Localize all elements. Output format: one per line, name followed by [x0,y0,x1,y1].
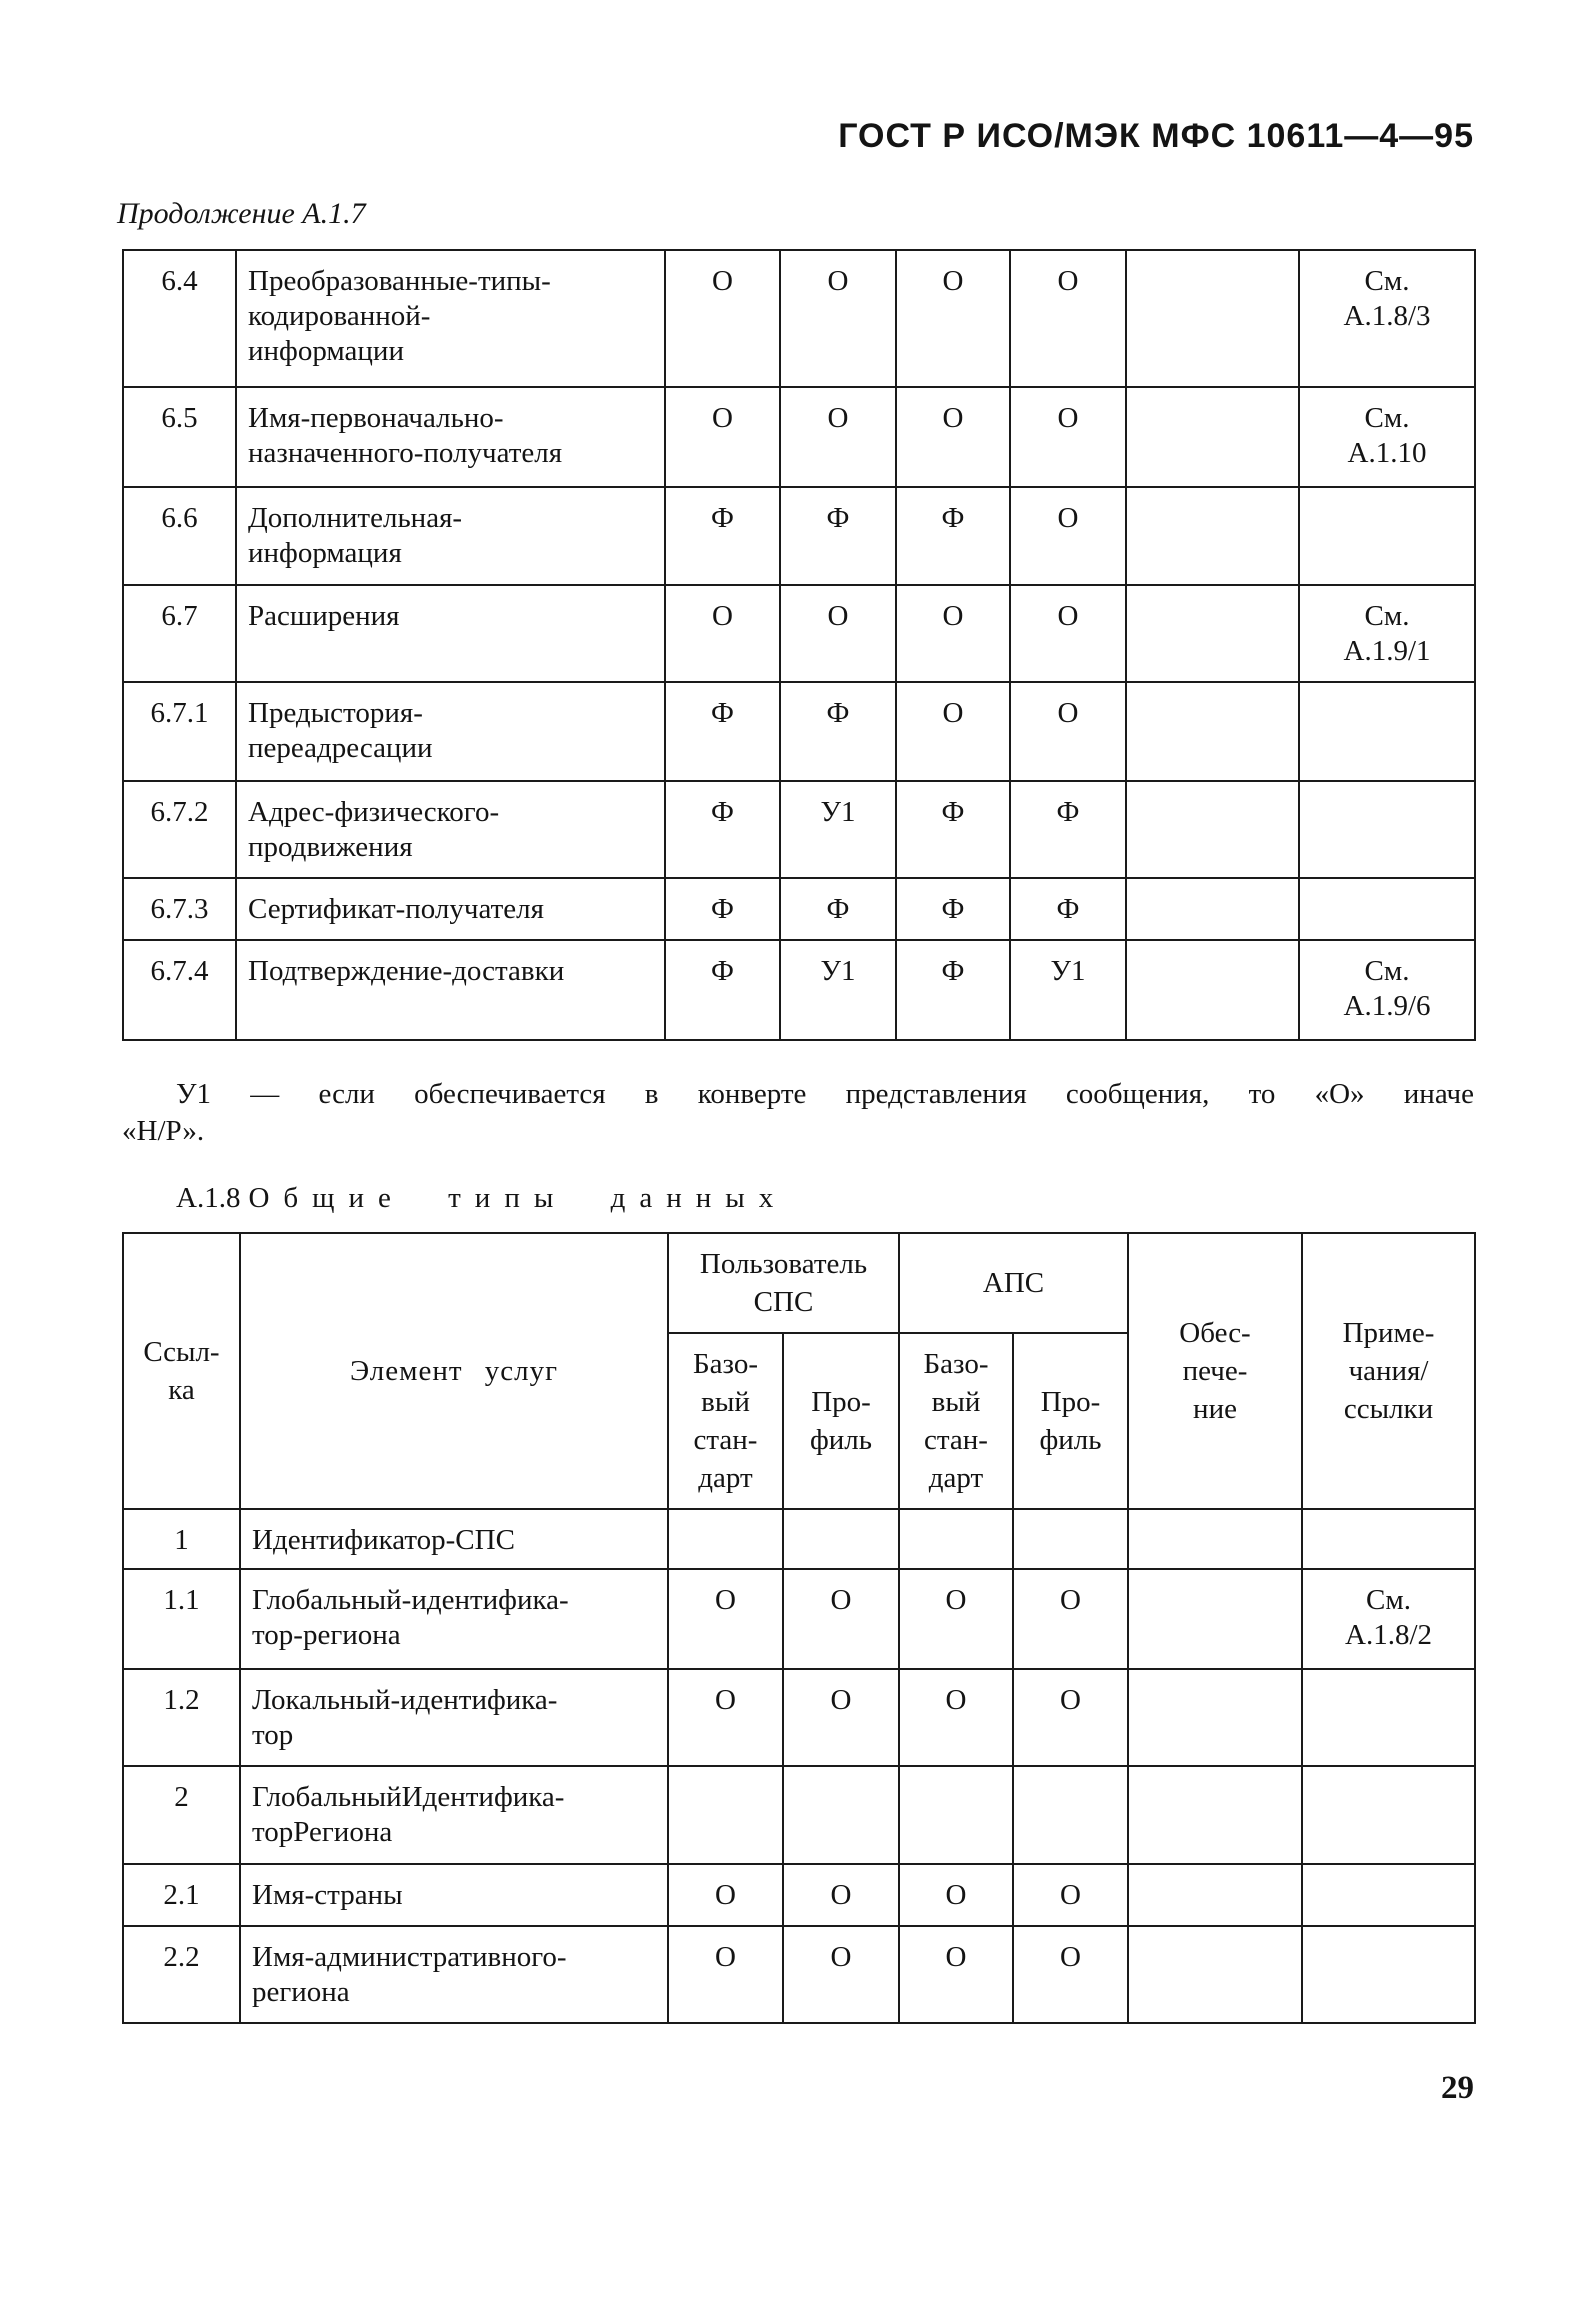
footnote-line: У1 — если обеспечивается в конверте представления сообщения, то «О» иначе [176,1078,1474,1110]
user-basic-cell [668,1509,783,1569]
element-cell: Сертификат-получателя [236,878,665,940]
element-cell: Преобразованные-типы- кодированной- информации [236,250,665,387]
ref-cell: 6.5 [123,387,236,487]
user-basic-cell [668,1766,783,1864]
notes-cell: См. А.1.9/1 [1299,585,1475,682]
user-basic-cell: Ф [665,940,780,1040]
support-cell [1126,682,1299,781]
footnote [122,1076,1474,1150]
table-row [123,1569,1475,1669]
notes-cell: См. А.1.9/6 [1299,940,1475,1040]
aps-basic-cell: Ф [896,487,1010,585]
table-row [123,878,1475,940]
ref-cell: 2 [123,1766,240,1864]
user-profile-cell: О [783,1569,899,1669]
aps-basic-cell: О [896,682,1010,781]
support-cell [1128,1864,1302,1926]
aps-basic-cell: Ф [896,878,1010,940]
ref-cell: 6.7.2 [123,781,236,878]
footnote-line: «Н/Р». [122,1115,205,1147]
table-row [123,1669,1475,1766]
user-basic-cell: О [665,250,780,387]
aps-profile-cell [1013,1766,1128,1864]
user-basic-cell: О [668,1669,783,1766]
aps-profile-cell: О [1010,585,1126,682]
ref-cell: 2.2 [123,1926,240,2023]
aps-profile-cell [1013,1509,1128,1569]
ref-cell: 6.4 [123,250,236,387]
notes-cell [1299,878,1475,940]
element-cell: Локальный-идентифика- тор [240,1669,668,1766]
aps-profile-cell: О [1013,1669,1128,1766]
aps-basic-cell: О [896,250,1010,387]
aps-profile-cell: О [1010,682,1126,781]
aps-profile-cell: О [1010,487,1126,585]
user-basic-cell: Ф [665,878,780,940]
section-number: А.1.8 [176,1182,241,1214]
support-cell [1128,1509,1302,1569]
column-header-support: Обес- пече- ние [1128,1233,1302,1509]
aps-profile-cell: Ф [1010,781,1126,878]
support-cell [1128,1669,1302,1766]
support-cell [1126,387,1299,487]
aps-basic-cell: О [896,585,1010,682]
table-row [123,1864,1475,1926]
user-profile-cell [783,1766,899,1864]
ref-cell: 1.2 [123,1669,240,1766]
notes-cell [1299,781,1475,878]
user-profile-cell: О [780,387,896,487]
element-cell: Дополнительная- информация [236,487,665,585]
table-row [123,250,1475,387]
aps-basic-cell: О [899,1669,1013,1766]
document-id: ГОСТ Р ИСО/МЭК МФС 10611—4—95 [838,117,1474,155]
header-row [123,1233,1475,1333]
aps-profile-cell: О [1010,250,1126,387]
notes-cell [1302,1766,1475,1864]
support-cell [1126,585,1299,682]
notes-cell [1302,1509,1475,1569]
column-group-aps: АПС [899,1233,1128,1333]
notes-cell [1302,1864,1475,1926]
notes-cell [1299,487,1475,585]
element-cell: Имя-страны [240,1864,668,1926]
user-profile-cell: О [780,250,896,387]
table-body [123,250,1475,1040]
aps-basic-cell: О [896,387,1010,487]
table-header [123,1233,1475,1509]
ref-cell: 1.1 [123,1569,240,1669]
table-row [123,487,1475,585]
element-cell: Расширения [236,585,665,682]
user-profile-cell: У1 [780,940,896,1040]
element-cell: Подтверждение-доставки [236,940,665,1040]
user-profile-cell: О [780,585,896,682]
aps-profile-cell: О [1013,1569,1128,1669]
support-cell [1126,487,1299,585]
ref-cell: 1 [123,1509,240,1569]
column-header-aps-basic: Базо- вый стан- дарт [899,1333,1013,1509]
element-cell: Глобальный-идентифика- тор-региона [240,1569,668,1669]
support-cell [1128,1926,1302,2023]
user-basic-cell: О [668,1926,783,2023]
page-number: 29 [1441,2070,1474,2106]
column-header-aps-profile: Про- филь [1013,1333,1128,1509]
ref-cell: 6.7.1 [123,682,236,781]
column-header-user-basic: Базо- вый стан- дарт [668,1333,783,1509]
notes-cell [1302,1669,1475,1766]
aps-basic-cell: Ф [896,781,1010,878]
user-profile-cell: О [783,1669,899,1766]
ref-cell: 6.7 [123,585,236,682]
aps-basic-cell: О [899,1926,1013,2023]
ref-cell: 6.7.4 [123,940,236,1040]
notes-cell [1299,682,1475,781]
table-row [123,1509,1475,1569]
user-profile-cell: Ф [780,878,896,940]
table-row [123,682,1475,781]
user-profile-cell: О [783,1864,899,1926]
element-cell: Адрес-физического- продвижения [236,781,665,878]
table-body [123,1509,1475,2023]
user-basic-cell: Ф [665,781,780,878]
support-cell [1126,878,1299,940]
support-cell [1126,781,1299,878]
table-row [123,1926,1475,2023]
aps-profile-cell: Ф [1010,878,1126,940]
user-profile-cell [783,1509,899,1569]
element-cell: Предыстория- переадресации [236,682,665,781]
support-cell [1128,1766,1302,1864]
column-group-user: Пользователь СПС [668,1233,899,1333]
table-row [123,387,1475,487]
user-basic-cell: О [665,387,780,487]
continuation-label: Продолжение А.1.7 [117,197,366,230]
section-name: Общие типы данных [248,1182,788,1214]
user-basic-cell: Ф [665,487,780,585]
ref-cell: 2.1 [123,1864,240,1926]
aps-basic-cell: О [899,1569,1013,1669]
user-profile-cell: У1 [780,781,896,878]
support-cell [1126,940,1299,1040]
aps-basic-cell: О [899,1864,1013,1926]
aps-profile-cell: У1 [1010,940,1126,1040]
notes-cell: См. А.1.8/2 [1302,1569,1475,1669]
column-header-user-profile: Про- филь [783,1333,899,1509]
notes-cell [1302,1926,1475,2023]
user-basic-cell: Ф [665,682,780,781]
data-types-table [122,1232,1476,2024]
user-profile-cell: Ф [780,682,896,781]
table-row [123,781,1475,878]
user-profile-cell: О [783,1926,899,2023]
column-header-element: Элемент услуг [240,1233,668,1509]
table-row [123,585,1475,682]
support-cell [1126,250,1299,387]
element-cell: Имя-первоначально- назначенного-получателя [236,387,665,487]
table-row [123,940,1475,1040]
column-header-notes: Приме- чания/ ссылки [1302,1233,1475,1509]
table-row [123,1766,1475,1864]
notes-cell: См. А.1.8/3 [1299,250,1475,387]
element-cell: Имя-административного- региона [240,1926,668,2023]
services-table-continued [122,249,1476,1041]
aps-basic-cell: Ф [896,940,1010,1040]
section-title [176,1180,787,1216]
column-header-ref: Ссыл- ка [123,1233,240,1509]
aps-profile-cell: О [1013,1864,1128,1926]
user-basic-cell: О [668,1569,783,1669]
support-cell [1128,1569,1302,1669]
aps-basic-cell [899,1766,1013,1864]
aps-basic-cell [899,1509,1013,1569]
element-cell: ГлобальныйИдентифика- торРегиона [240,1766,668,1864]
user-profile-cell: Ф [780,487,896,585]
aps-profile-cell: О [1010,387,1126,487]
ref-cell: 6.7.3 [123,878,236,940]
element-cell: Идентификатор-СПС [240,1509,668,1569]
notes-cell: См. А.1.10 [1299,387,1475,487]
ref-cell: 6.6 [123,487,236,585]
user-basic-cell: О [668,1864,783,1926]
aps-profile-cell: О [1013,1926,1128,2023]
user-basic-cell: О [665,585,780,682]
